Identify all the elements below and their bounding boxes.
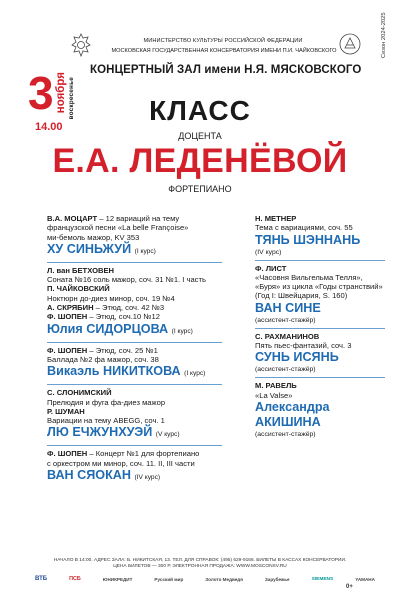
ministry-emblem-icon bbox=[70, 33, 92, 57]
composer: М. РАВЕЛЬ bbox=[255, 381, 297, 391]
sponsor-logo: Золото Медведя bbox=[205, 576, 243, 582]
composer: Р. ШУМАН bbox=[47, 406, 85, 416]
composer: Ф. ШОПЕН bbox=[47, 449, 88, 459]
course-label: (ассистент-стажёр) bbox=[255, 366, 316, 374]
divider bbox=[255, 328, 385, 329]
program-line bbox=[47, 449, 222, 458]
course-label: (ассистент-стажёр) bbox=[255, 430, 316, 438]
work: Тема с вариациями, соч. 55 bbox=[255, 223, 353, 233]
course-label: (IV курс) bbox=[255, 248, 282, 256]
divider bbox=[47, 262, 222, 263]
age-rating-badge: 0+ bbox=[346, 584, 353, 590]
work: Баллада №2 фа мажор, соч. 38 bbox=[47, 354, 159, 364]
work: – 12 вариаций на тему bbox=[97, 214, 180, 223]
title-docent: ДОЦЕНТА bbox=[178, 131, 222, 141]
program-block bbox=[47, 214, 222, 259]
program-block bbox=[47, 346, 222, 382]
work: – Этюд, соч. 42 №3 bbox=[93, 303, 165, 313]
sponsor-logo: YAMAHA bbox=[355, 576, 375, 582]
date-weekday: воскресенье bbox=[68, 77, 75, 120]
work: ми-бемоль мажор, KV 353 bbox=[47, 232, 140, 242]
composer: В.А. МОЦАРТ bbox=[47, 214, 98, 223]
composer: Л. ван БЕТХОВЕН bbox=[47, 265, 115, 275]
composer: Н. МЕТНЕР bbox=[255, 214, 297, 223]
sponsor-row bbox=[35, 572, 375, 586]
work: Ноктюрн до-диез минор, соч. 19 №4 bbox=[47, 293, 175, 303]
composer: Ф. ШОПЕН bbox=[47, 312, 88, 322]
performer-name: Викаэль НИКИТКОВА (I курс) bbox=[47, 364, 206, 379]
program-left-column bbox=[47, 214, 222, 485]
work: Прелюдия и фуга фа-диез мажор bbox=[47, 397, 166, 407]
program-block bbox=[255, 214, 385, 257]
composer: С. СЛОНИМСКИЙ bbox=[47, 388, 112, 398]
work: «Часовня Вильгельма Телля», bbox=[255, 272, 363, 282]
program-line bbox=[47, 214, 222, 223]
sponsor-logo: ЮНИКРЕДИТ bbox=[102, 576, 133, 582]
teacher-name: Е.А. ЛЕДЕНЁВОЙ bbox=[52, 142, 348, 180]
performer-name: ВАН СЯОКАН (IV курс) bbox=[47, 468, 161, 483]
work: (Год I: Швейцария, S. 160) bbox=[255, 291, 348, 301]
program-block bbox=[255, 264, 385, 325]
program-block bbox=[47, 388, 222, 442]
program-block bbox=[255, 332, 385, 375]
course-label: (ассистент-стажёр) bbox=[255, 316, 316, 324]
work: Соната №16 соль мажор, соч. 31 №1. I часть bbox=[47, 275, 206, 285]
performer-name: Юлия СИДОРЦОВА (I курс) bbox=[47, 321, 193, 336]
work: «La Valse» bbox=[255, 390, 293, 400]
ministry-text: МИНИСТЕРСТВО КУЛЬТУРЫ РОССИЙСКОЙ ФЕДЕРАЦИИ bbox=[143, 38, 303, 44]
course-label: (I курс) bbox=[171, 327, 193, 335]
work: Вариации на тему ABEGG, соч. 1 bbox=[47, 416, 165, 426]
divider bbox=[255, 377, 385, 378]
work: – Этюд, соч. 25 №1 bbox=[87, 345, 158, 355]
program-right-column bbox=[255, 214, 385, 439]
divider bbox=[47, 384, 222, 385]
work: французской песни «La belle Françoise» bbox=[47, 223, 189, 233]
date-day: 3 bbox=[28, 67, 54, 119]
footer-tickets: ЦЕНА БИЛЕТОВ — 300 Р. ЭЛЕКТРОННАЯ ПРОДАЖА: WWW.MOSCONSV.RU bbox=[113, 564, 287, 569]
sponsor-logo: SIEMENS bbox=[311, 576, 334, 582]
program-line bbox=[47, 303, 222, 312]
performer-name: ТЯНЬ ШЭННАНЬ bbox=[255, 232, 361, 247]
composer: А. СКРЯБИН bbox=[47, 303, 94, 313]
performer-name: ХУ СИНЬЖУЙ (I курс) bbox=[47, 241, 156, 256]
composer: Ф. ЛИСТ bbox=[255, 263, 287, 273]
season-label: Сезон 2024-2025 bbox=[381, 12, 387, 58]
program-block bbox=[47, 449, 222, 485]
work: – Концерт №1 для фортепиано bbox=[87, 449, 200, 459]
performer-name: Александра bbox=[255, 399, 330, 414]
divider bbox=[47, 445, 222, 446]
divider bbox=[47, 342, 222, 343]
performer-name: ВАН СИНЕ bbox=[255, 300, 321, 315]
conservatory-text: МОСКОВСКАЯ ГОСУДАРСТВЕННАЯ КОНСЕРВАТОРИЯ ИМЕНИ П.И. ЧАЙКОВСКОГО bbox=[111, 48, 337, 54]
performer-name: АКИШИНА bbox=[255, 414, 321, 429]
work: – Этюд, соч.10 №12 bbox=[87, 312, 160, 322]
title-class: КЛАСС bbox=[149, 95, 251, 126]
conservatory-logo-icon bbox=[339, 33, 361, 55]
work: Пять пьес-фантазий, соч. 3 bbox=[255, 341, 352, 351]
sponsor-logo: ПСБ bbox=[69, 576, 81, 582]
course-label: (V курс) bbox=[155, 431, 180, 439]
date-time: 14.00 bbox=[35, 121, 63, 133]
composer: П. ЧАЙКОВСКИЙ bbox=[47, 284, 110, 294]
work: «Буря» из цикла «Годы странствий» bbox=[255, 282, 383, 292]
program-line bbox=[47, 346, 222, 355]
date-month: ноября bbox=[55, 72, 67, 114]
course-label: (I курс) bbox=[134, 247, 156, 255]
program-line bbox=[47, 312, 222, 321]
instrument-label: ФОРТЕПИАНО bbox=[168, 184, 232, 194]
performer-name: ЛЮ ЕЧЖУНХУЭЙ (V курс) bbox=[47, 425, 180, 440]
performer-name: СУНЬ ИСЯНЬ bbox=[255, 350, 339, 365]
sponsor-logo: Русский мир bbox=[154, 576, 184, 582]
program-block bbox=[255, 381, 385, 439]
sponsor-logo: ВТБ bbox=[35, 576, 48, 582]
composer: Ф. ШОПЕН bbox=[47, 345, 88, 355]
divider bbox=[255, 260, 385, 261]
work: с оркестром ми минор, соч. 11. II, III части bbox=[47, 458, 195, 468]
sponsor-logo: Зарубежье bbox=[264, 576, 290, 582]
program-block bbox=[47, 266, 222, 339]
footer-info: НАЧАЛО В 14:00. АДРЕС ЗАЛА: Б. НИКИТСКАЯ, 13. ТЕЛ. ДЛЯ СПРАВОК: (495) 629-9166. БИЛЕТЫ В КАССАХ КОНСЕРВАТОРИИ. bbox=[53, 558, 347, 563]
course-label: (I курс) bbox=[184, 370, 206, 378]
hall-name: КОНЦЕРТНЫЙ ЗАЛ имени Н.Я. МЯСКОВСКОГО bbox=[90, 64, 362, 76]
course-label: (IV курс) bbox=[134, 474, 161, 482]
composer: С. РАХМАНИНОВ bbox=[255, 331, 320, 341]
